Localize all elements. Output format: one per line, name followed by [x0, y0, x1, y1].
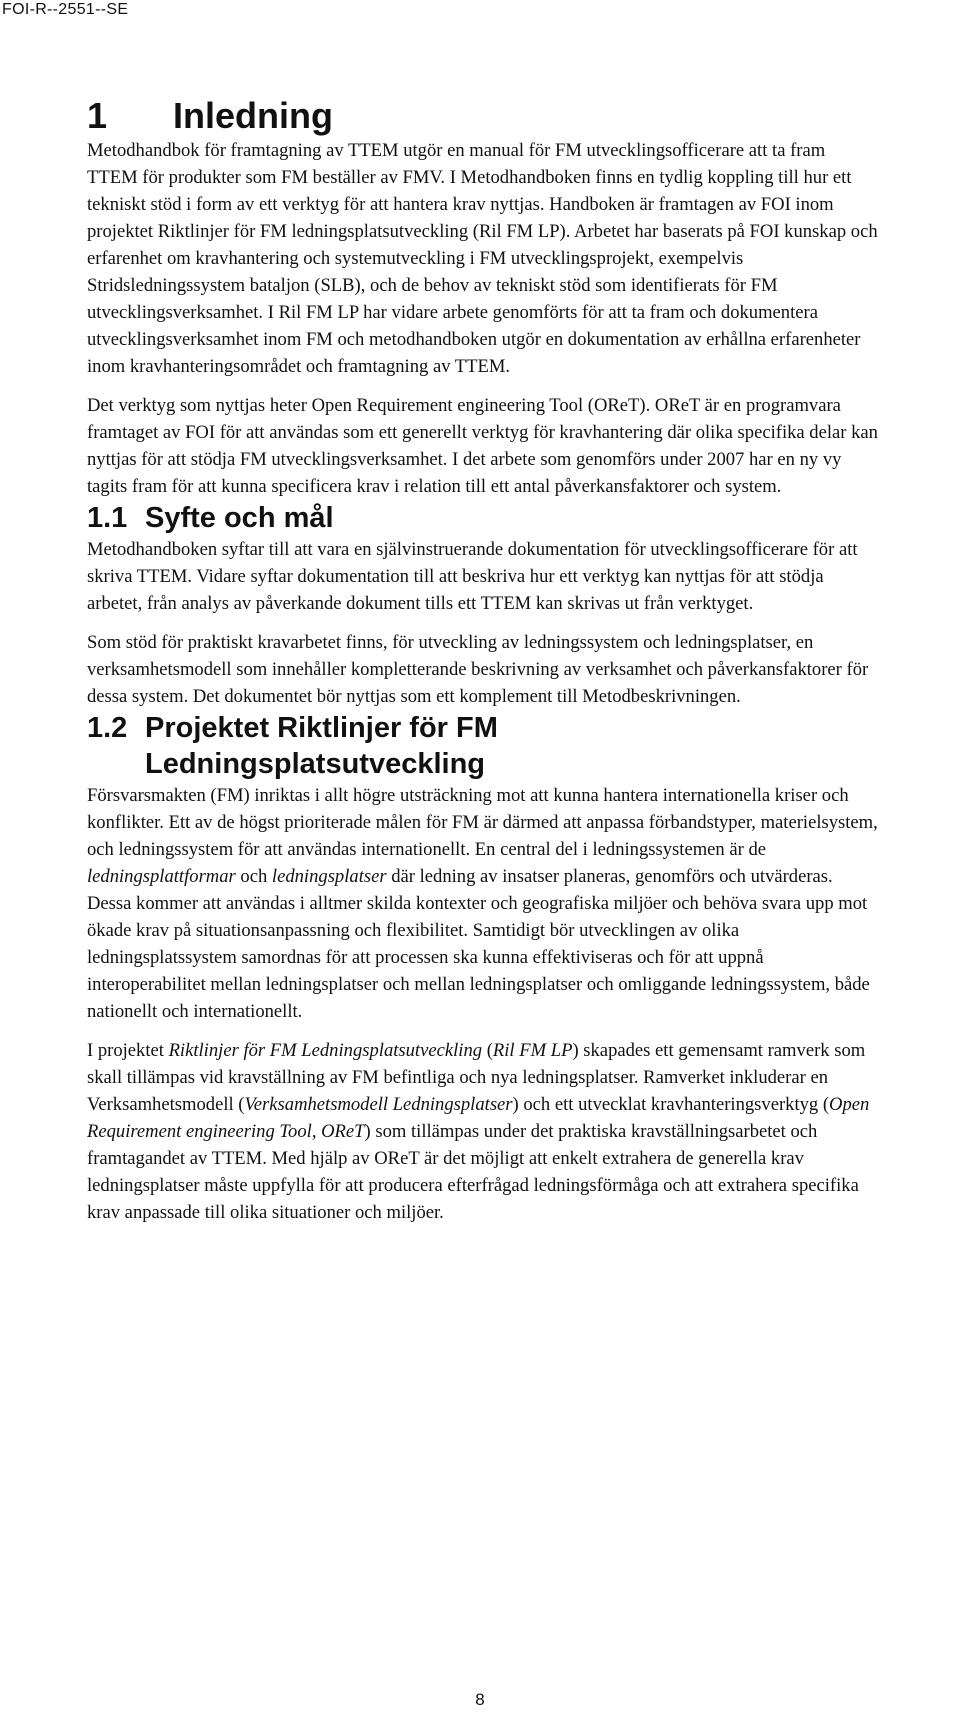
section-1-2-heading — [87, 710, 880, 782]
section-1-heading — [87, 95, 880, 137]
section-1-1-paragraph-2: Som stöd för praktiskt kravarbetet finns, för utveckling av ledningssystem och ledningsplatser, en verksamhetsmodell som innehåller kompletterande beskrivning av verksamhet och påverkansfaktorer för dessa system. Det dokumentet bör nyttjas som ett komplement till Metodbeskrivningen. — [87, 632, 869, 707]
section-1-2-title-line-2: Ledningsplatsutveckling — [145, 748, 485, 780]
section-1-number: 1 — [87, 95, 108, 136]
section-1-1-title: Syfte och mål — [145, 502, 334, 534]
model-name: Verksamhetsmodell Ledningsplatser — [244, 1094, 513, 1115]
term-ledningsplattformar: ledningsplattformar — [87, 866, 236, 887]
section-1-paragraph-1: Metodhandbok för framtagning av TTEM utgör en manual för FM utvecklingsofficerare att ta fram TTEM för produkter som FM beställer av FMV. I Metodhandboken finns en tydlig koppling till hur ett tekniskt stöd i form av ett verktyg för att hantera krav nyttjas. Handboken är framtagen av FOI inom projektet Riktlinjer för FM ledningsplatsutveckling (Ril FM LP). Arbetet har baserats på FOI kunskap och erfarenhet om kravhantering och systemutveckling i FM utvecklingsprojekt, exempelvis Stridsledningssystem bataljon (SLB), och de behov av tekniskt stöd som identifierats för FM utvecklingsverksamhet. I Ril FM LP har vidare arbete genomförts för att ta fram och dokumentera utvecklingsverksamhet inom FM och metodhandboken utgör en dokumentation av erhållna erfarenheter inom kravhanteringsområdet och framtagning av TTEM. — [87, 140, 878, 377]
page-number: 8 — [475, 1690, 485, 1709]
tool-name: Open Requirement engineering Tool, OReT — [87, 1094, 870, 1142]
project-name: Riktlinjer för FM Ledningsplatsutveckling — [168, 1040, 483, 1061]
section-1-1-paragraph-1: Metodhandboken syftar till att vara en självinstruerande dokumentation för utvecklingsofficerare för att skriva TTEM. Vidare syftar dokumentation till att beskriva hur ett verktyg kan nyttjas för att stödja arbetet, från analys av påverkande dokument tills ett TTEM kan skrivas ut från verktyget. — [87, 539, 858, 614]
section-1-paragraph-2: Det verktyg som nyttjas heter Open Requirement engineering Tool (OReT). OReT är en programvara framtaget av FOI för att användas som ett generellt verktyg för kravhantering där olika specifika delar kan nyttjas för att stödja FM utvecklingsverksamhet. I det arbete som genomförs under 2007 har en ny vy tagits fram för att kunna specificera krav i relation till ett antal påverkansfaktorer och system. — [87, 395, 878, 497]
section-1-title: Inledning — [173, 95, 333, 136]
section-1-2-paragraph-1: Försvarsmakten (FM) inriktas i allt högre utsträckning mot att kunna hantera internationella kriser och konflikter. Ett av de högst prioriterade målen för FM är därmed att anpassa förbandstyper, materielsystem, och ledningssystem för att användas internationellt. En central del i ledningssystemen är de ledningsplattformar och ledningsplatser där ledning av insatser planeras, genomförs och utvärderas. Dessa kommer att användas i alltmer skilda kontexter och geografiska miljöer och behöva svara upp mot ökade krav på situationsanpassning och flexibilitet. Samtidigt bör utvecklingen av olika ledningsplatssystem samordnas för att processen ska kunna effektiviseras och för att uppnå interoperabilitet mellan ledningsplatser och mellan ledningsplatser och omliggande ledningssystem, både nationellt och internationellt. — [87, 785, 878, 1022]
term-ledningsplatser: ledningsplatser — [271, 866, 387, 887]
document-id-header: FOI-R--2551--SE — [2, 1, 129, 18]
project-abbreviation: Ril FM LP — [492, 1040, 573, 1061]
section-1-2-title-line-1: Projektet Riktlinjer för FM — [145, 712, 498, 744]
section-1-2-title — [145, 710, 498, 782]
section-1-2-number: 1.2 — [87, 712, 128, 744]
section-1-1-number: 1.1 — [87, 502, 128, 534]
page-content — [87, 95, 880, 1226]
section-1-1-heading — [87, 500, 880, 536]
section-1-2-paragraph-2: I projektet Riktlinjer för FM Ledningsplatsutveckling (Ril FM LP) skapades ett gemensamt ramverk som skall tillämpas vid kravställning av FM befintliga och nya ledningsplatser. Ramverket inkluderar en Verksamhetsmodell (Verksamhetsmodell Ledningsplatser) och ett utvecklat kravhanteringsverktyg (Open Requirement engineering Tool, OReT) som tillämpas under det praktiska kravställningsarbetet och framtagandet av TTEM. Med hjälp av OReT är det möjligt att enkelt extrahera de generella krav ledningsplatser måste uppfylla för att producera efterfrågad ledningsförmåga och att extrahera specifika krav anpassade till olika situationer och miljöer. — [87, 1040, 870, 1223]
